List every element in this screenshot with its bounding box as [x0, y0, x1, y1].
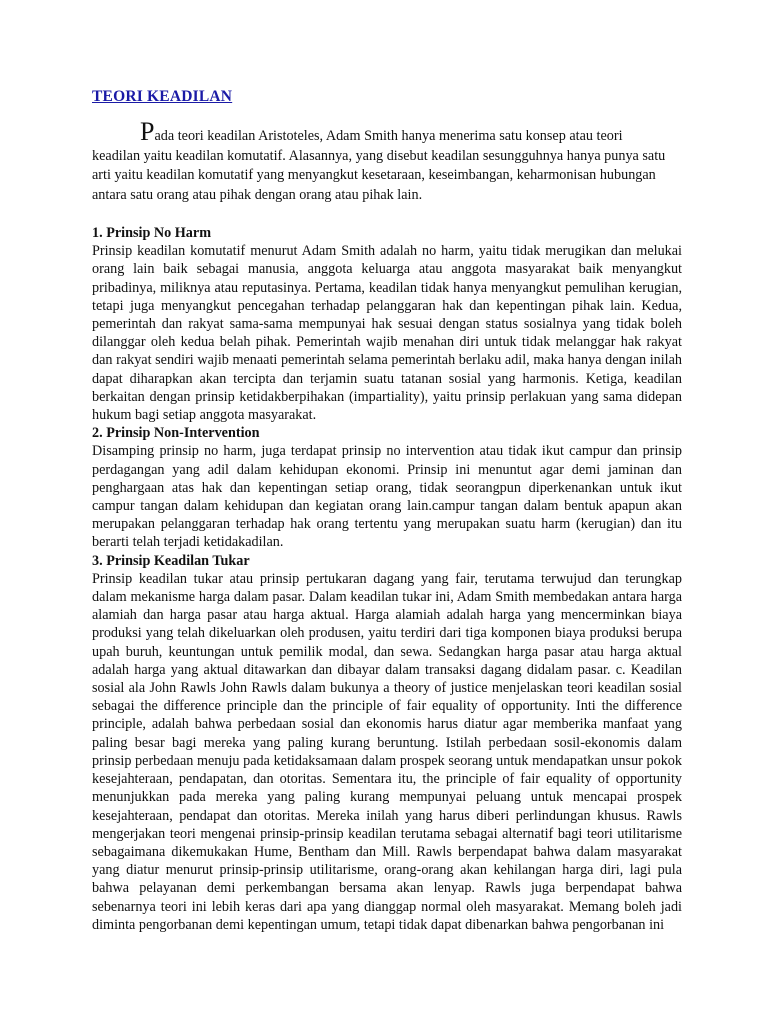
- section-heading-keadilan-tukar: 3. Prinsip Keadilan Tukar: [92, 552, 250, 569]
- drop-cap: P: [140, 117, 155, 146]
- section-heading-non-intervention: 2. Prinsip Non-Intervention: [92, 425, 260, 442]
- document-title: TEORI KEADILAN: [92, 88, 233, 105]
- intro-first-line: [92, 117, 682, 147]
- section-text-no-harm: Prinsip keadilan komutatif menurut Adam Smith adalah no harm, yaitu tidak merugikan dan melukai orang lain baik sebagai manusia, anggota keluarga atau anggota masyarakat baik menyangkut pribadinya, miliknya atau reputasinya. Pertama, keadilan tidak hanya menyangkut pemulihan kerugian, tetapi juga menyangkut pencegahan terhadap pelanggaran hak dan kepentingan pihak lain. Kedua, pemerintah dan rakyat sama-sama mempunyai hak sesuai dengan status sosialnya yang tidak boleh dilanggar oleh kedua belah pihak. Pemerintah wajib menahan diri untuk tidak melanggar hak rakyat dan rakyat sendiri wajib menaati pemerintah selama pemerintah berlaku adil, maka hanya dengan inilah dapat diharapkan akan tercipta dan terjamin suatu tatanan sosial yang harmonis. Ketiga, keadilan berkaitan dengan prinsip ketidakberpihakan (impartiality), yaitu prinsip perlakuan yang sama didepan hukum bagi setiap anggota masyarakat.: [92, 243, 682, 424]
- section-text-non-intervention: Disamping prinsip no harm, juga terdapat prinsip no intervention atau tidak ikut campur dan prinsip perdagangan yang adil dalam kehidupan ekonomi. Prinsip ini menuntut agar demi jaminan dan penghargaan atas hak dan kepentingan setiap orang, tidak seorangpun diperkenankan untuk ikut campur tangan dalam kehidupan dan kegiatan orang lain.campur tangan dalam bentuk apapun akan merupakan pelanggaran terhadap hak orang tertentu yang merupakan suatu harm (kerugian) dan itu berarti telah terjadi ketidakadilan.: [92, 443, 682, 551]
- section-text-keadilan-tukar: Prinsip keadilan tukar atau prinsip pertukaran dagang yang fair, terutama terwujud dan terungkap dalam mekanisme harga dalam pasar. Dalam keadilan tukar ini, Adam Smith membedakan antara harga alamiah dan harga pasar atau harga aktual. Harga alamiah adalah harga yang mencerminkan biaya produksi yang telah dikeluarkan oleh produsen, yaitu terdiri dari tiga komponen biaya produksi berupa upah buruh, keuntungan untuk pemilik modal, dan sewa. Sedangkan harga pasar atau harga aktual adalah harga yang aktual ditawarkan dan dibayar dalam transaksi dagang didalam pasar. c. Keadilan sosial ala John Rawls John Rawls dalam bukunya a theory of justice menjelaskan teori keadilan sosial sebagai the difference principle dan the principle of fair equality of opportunity. Inti the difference principle, adalah bahwa perbedaan sosial dan ekonomis harus diatur agar memberika manfaat yang paling besar bagi mereka yang paling kurang beruntung. Istilah perbedaan sosil-ekonomis dalam prinsip perbedaan menuju pada ketidaksamaan dalam prospek seorang untuk mendapatkan unsur pokok kesejahteraan, pendapatan, dan otoritas. Sementara itu, the principle of fair equality of opportunity menunjukkan pada mereka yang paling kurang mempunyai peluang untuk mencapai prospek kesejahteraan, pendapat dan otoritas. Mereka inilah yang harus diberi perlindungan khusus. Rawls mengerjakan teori mengenai prinsip-prinsip keadilan terutama sebagai alternatif bagi teori utilitarisme sebagaimana dikemukakan Hume, Bentham dan Mill. Rawls berpendapat bahwa dalam masyarakat yang diatur menurut prinsip-prinsip utilitarisme, orang-orang akan kehilangan harga diri, lagi pula bahwa pelayanan demi perkembangan bersama akan lenyap. Rawls juga berpendapat bahwa sebenarnya teori ini lebih keras dari apa yang dianggap normal oleh masyarakat. Memang boleh jadi diminta pengorbanan demi kepentingan umum, tetapi tidak dapat dibenarkan bahwa pengorbanan ini: [92, 570, 682, 933]
- intro-rest-text: keadilan yaitu keadilan komutatif. Alasannya, yang disebut keadilan sesungguhnya hanya punya satu arti yaitu keadilan komutatif yang menyangkut kesetaraan, keseimbangan, keharmonisan hubungan antara satu orang atau pihak dengan orang atau pihak lain.: [92, 147, 666, 203]
- section-heading-no-harm: 1. Prinsip No Harm: [92, 225, 212, 241]
- intro-paragraph: [92, 117, 682, 205]
- paragraph-gap: [92, 205, 682, 224]
- intro-first-text: ada teori keadilan Aristoteles, Adam Smith hanya menerima satu konsep atau teori: [154, 128, 623, 144]
